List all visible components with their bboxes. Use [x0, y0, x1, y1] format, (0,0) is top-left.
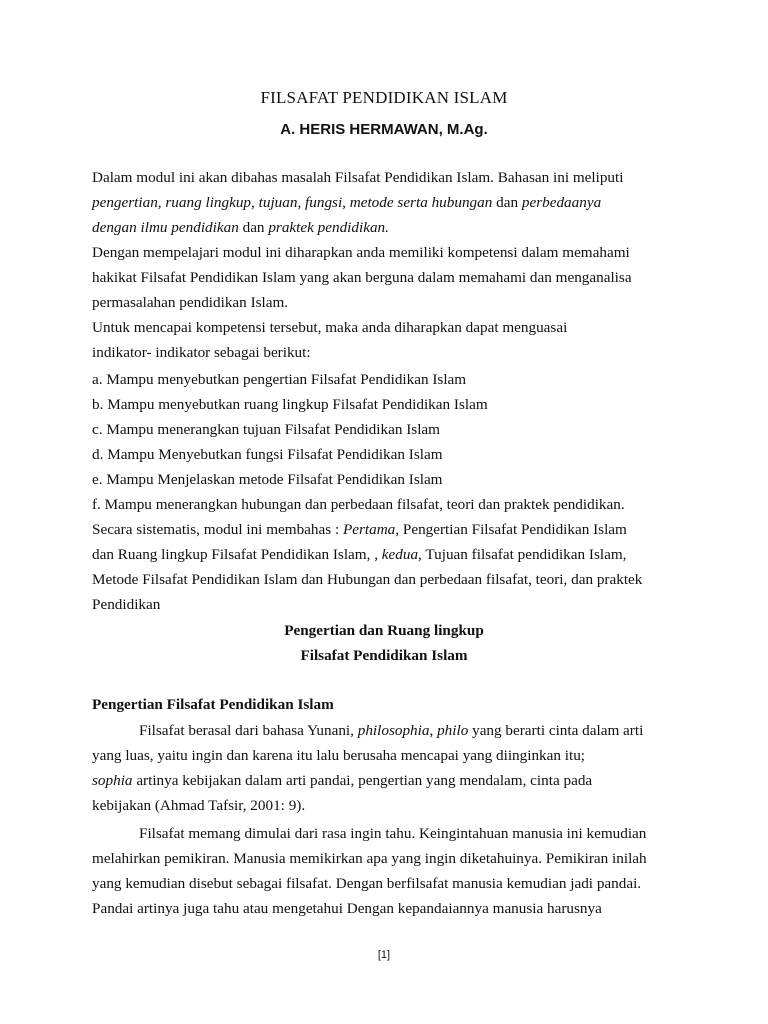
intro-line-1: Dalam modul ini akan dibahas masalah Filsafat Pendidikan Islam. Bahasan ini meliputi [92, 169, 624, 186]
subheading: Pengertian Filsafat Pendidikan Islam [92, 696, 334, 713]
intro-differences-italic: perbedaanya [521, 194, 602, 211]
systematic-second-italic: kedua, [381, 546, 422, 563]
systematic-line-1 [92, 521, 627, 539]
indicator-item: f. Mampu menerangkan hubungan dan perbedaan filsafat, teori dan praktek pendidikan. [92, 496, 625, 513]
section-heading-line-1: Pengertian dan Ruang lingkup [284, 622, 484, 639]
systematic-text: Secara sistematis, modul ini membahas : [92, 521, 343, 538]
intro-education-italic: dengan ilmu pendidikan [92, 219, 239, 236]
intro-line-8: indikator- indikator sebagai berikut: [92, 344, 311, 361]
para2-line-1: Filsafat memang dimulai dari rasa ingin tahu. Keingintahuan manusia ini kemudian [139, 825, 647, 842]
para1-line-4: kebijakan (Ahmad Tafsir, 2001: 9). [92, 797, 306, 814]
para2-line-4: Pandai artinya juga tahu atau mengetahui Dengan kepandaiannya manusia harusnya [92, 900, 602, 917]
para1-line-3 [92, 772, 592, 790]
systematic-text: Tujuan filsafat pendidikan Islam, [421, 546, 627, 563]
intro-line-5: hakikat Filsafat Pendidikan Islam yang akan berguna dalam memahami dan menganalisa [92, 269, 632, 286]
page-number: [1] [377, 949, 391, 961]
document-title: FILSAFAT PENDIDIKAN ISLAM [260, 88, 508, 107]
para1-line-1 [139, 722, 643, 740]
systematic-text: Pengertian Filsafat Pendidikan Islam [399, 521, 627, 538]
para-text: yang berarti cinta dalam arti [468, 722, 644, 739]
systematic-line-4: Pendidikan [92, 596, 161, 613]
intro-line-4: Dengan mempelajari modul ini diharapkan anda memiliki kompetensi dalam memahami [92, 244, 630, 261]
intro-conjunction: dan [492, 194, 522, 211]
indicator-item: b. Mampu menyebutkan ruang lingkup Filsafat Pendidikan Islam [92, 396, 488, 413]
philo-italic: philo [437, 722, 469, 739]
para-text: , [429, 722, 438, 739]
indicator-item: e. Mampu Menjelaskan metode Filsafat Pendidikan Islam [92, 471, 443, 488]
para1-line-2: yang luas, yaitu ingin dan karena itu lalu berusaha mencapai yang diinginkan itu; [92, 747, 586, 764]
systematic-text: dan Ruang lingkup Filsafat Pendidikan Islam, , [92, 546, 382, 563]
intro-conjunction-2: dan [238, 219, 269, 236]
indicator-item: d. Mampu Menyebutkan fungsi Filsafat Pendidikan Islam [92, 446, 443, 463]
philosophia-italic: philosophia [357, 722, 430, 739]
para2-line-2: melahirkan pemikiran. Manusia memikirkan apa yang ingin diketahuinya. Pemikiran inilah [92, 850, 647, 867]
systematic-line-2 [92, 546, 626, 564]
para2-line-3: yang kemudian disebut sebagai filsafat. Dengan berfilsafat manusia kemudian jadi pandai. [92, 875, 642, 892]
intro-practice-italic: praktek pendidikan. [268, 219, 389, 236]
intro-line-6: permasalahan pendidikan Islam. [92, 294, 289, 311]
intro-line-2 [92, 194, 601, 212]
intro-line-7: Untuk mencapai kompetensi tersebut, maka anda diharapkan dapat menguasai [92, 319, 568, 336]
section-heading-line-2: Filsafat Pendidikan Islam [300, 647, 468, 664]
intro-line-3 [92, 219, 389, 237]
indicator-item: a. Mampu menyebutkan pengertian Filsafat Pendidikan Islam [92, 371, 467, 388]
para-text: Filsafat berasal dari bahasa Yunani, [139, 722, 358, 739]
systematic-first-italic: Pertama, [342, 521, 400, 538]
indicator-item: c. Mampu menerangkan tujuan Filsafat Pendidikan Islam [92, 421, 440, 438]
systematic-line-3: Metode Filsafat Pendidikan Islam dan Hubungan dan perbedaan filsafat, teori, dan praktek [92, 571, 643, 588]
document-author: A. HERIS HERMAWAN, M.Ag. [280, 121, 488, 138]
sophia-italic: sophia [92, 772, 133, 789]
intro-topics-italic: pengertian, ruang lingkup, tujuan, fungsi, metode serta hubungan [92, 194, 493, 211]
para-text: artinya kebijakan dalam arti pandai, pengertian yang mendalam, cinta pada [132, 772, 593, 789]
